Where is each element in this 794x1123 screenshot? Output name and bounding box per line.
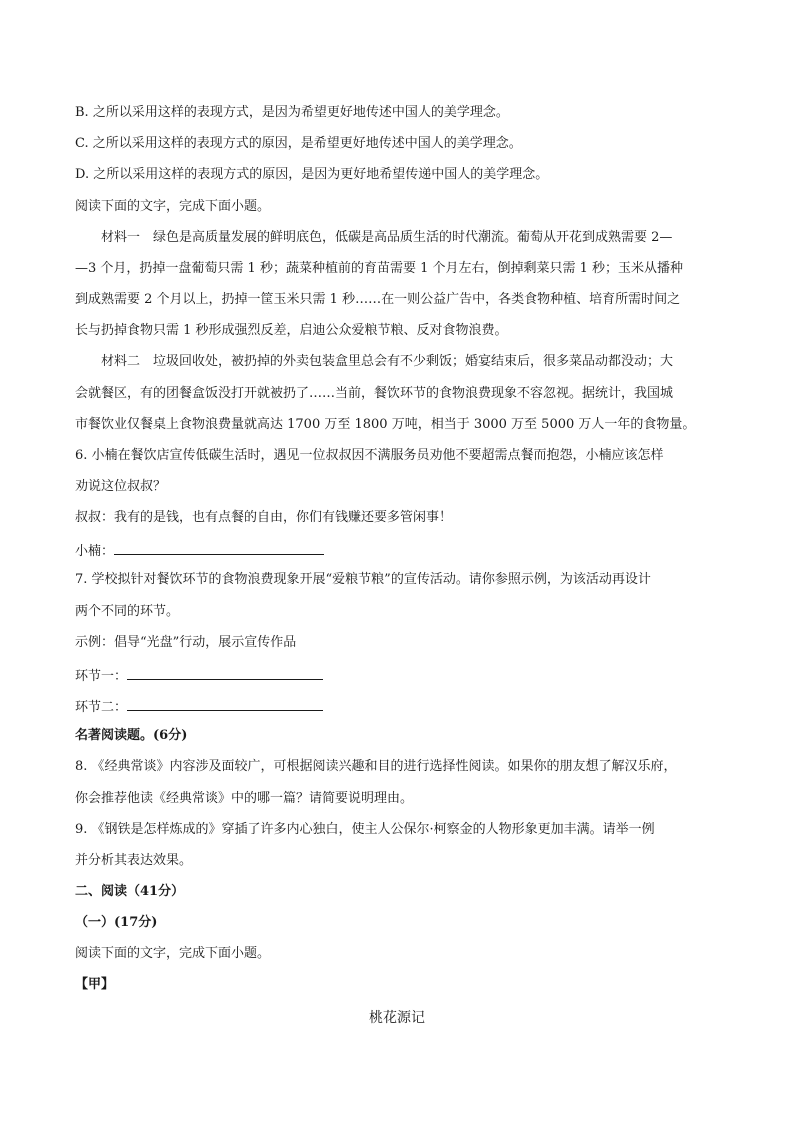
material2-line: 材料二 垃圾回收处，被扔掉的外卖包装盒里总会有不少剩饭；婚宴结束后，很多菜品动都没动；大 — [101, 354, 674, 369]
material2-line: 会就餐区，有的团餐盒饭没打开就被扔了……当前，餐饮环节的食物浪费现象不容忽视。据统计，我国城 — [75, 386, 674, 401]
xiaonan-answer-row — [75, 540, 725, 561]
passage-title: 桃花源记 — [369, 1010, 425, 1026]
question-9: 9. 《钢铁是怎样炼成的》穿插了许多内心独白，使主人公保尔·柯察金的人物形象更加丰满。请举一例 — [75, 822, 655, 837]
question-7-cont: 两个不同的环节。 — [75, 604, 180, 619]
jia-label: 【甲】 — [75, 977, 115, 992]
material1-line: 长与扔掉食物只需 1 秒形成强烈反差，启迪公众爱粮节粮、反对食物浪费。 — [75, 323, 508, 338]
answer-blank[interactable] — [127, 665, 323, 680]
question-9-cont: 并分析其表达效果。 — [75, 853, 193, 868]
material1-line: —3 个月，扔掉一盘葡萄只需 1 秒；蔬菜种植前的育苗需要 1 个月左右，倒掉剩菜只需 1 秒；玉米从播种 — [75, 261, 684, 276]
example-line: 示例：倡导“光盘”行动，展示宣传作品 — [75, 635, 297, 650]
reading-instruction: 阅读下面的文字，完成下面小题。 — [75, 199, 271, 214]
step1-row — [75, 665, 725, 686]
step2-row — [75, 696, 725, 717]
part1-heading: （一）(17分) — [75, 915, 158, 930]
step1-label: 环节一： — [75, 669, 128, 684]
question-8: 8. 《经典常谈》内容涉及面较广，可根据阅读兴趣和目的进行选择性阅读。如果你的朋友想了解汉乐府， — [75, 759, 677, 774]
uncle-dialogue: 叔叔：我有的是钱，也有点餐的自由，你们有钱赚还要多管闲事！ — [75, 510, 453, 525]
material1-line: 到成熟需要 2 个月以上，扔掉一筐玉米只需 1 秒……在一则公益广告中，各类食物种植、培育所需时间之 — [75, 292, 681, 307]
option-d: D. 之所以采用这样的表现方式的原因，是因为更好地希望传递中国人的美学理念。 — [75, 167, 549, 182]
question-6-cont: 劝说这位叔叔？ — [75, 479, 167, 494]
question-8-cont: 你会推荐他读《经典常谈》中的哪一篇？请简要说明理由。 — [75, 791, 414, 806]
answer-blank[interactable] — [114, 540, 324, 555]
question-6: 6. 小楠在餐饮店宣传低碳生活时，遇见一位叔叔因不满服务员劝他不要超需点餐而抱怨，小楠应该怎样 — [75, 448, 664, 463]
section2-heading: 二、阅读（41分） — [75, 884, 185, 899]
question-7: 7. 学校拟针对餐饮环节的食物浪费现象开展“爱粮节粮”的宣传活动。请你参照示例，为该活动再设计 — [75, 572, 651, 587]
material2-line: 市餐饮业仅餐桌上食物浪费量就高达 1700 万至 1800 万吨，相当于 3000 万至 5000 万人一年的食物量。 — [75, 417, 696, 432]
option-b: B. 之所以采用这样的表现方式，是因为希望更好地传述中国人的美学理念。 — [75, 105, 509, 120]
xiaonan-label: 小楠： — [75, 544, 115, 559]
classics-heading: 名著阅读题。(6分) — [75, 728, 188, 743]
step2-label: 环节二： — [75, 700, 128, 715]
answer-blank[interactable] — [127, 696, 323, 711]
option-c: C. 之所以采用这样的表现方式的原因，是希望更好地传述中国人的美学理念。 — [75, 136, 522, 151]
material1-line: 材料一 绿色是高质量发展的鲜明底色，低碳是高品质生活的时代潮流。葡萄从开花到成熟需要 2— — [101, 230, 673, 245]
reading-instruction: 阅读下面的文字，完成下面小题。 — [75, 946, 271, 961]
